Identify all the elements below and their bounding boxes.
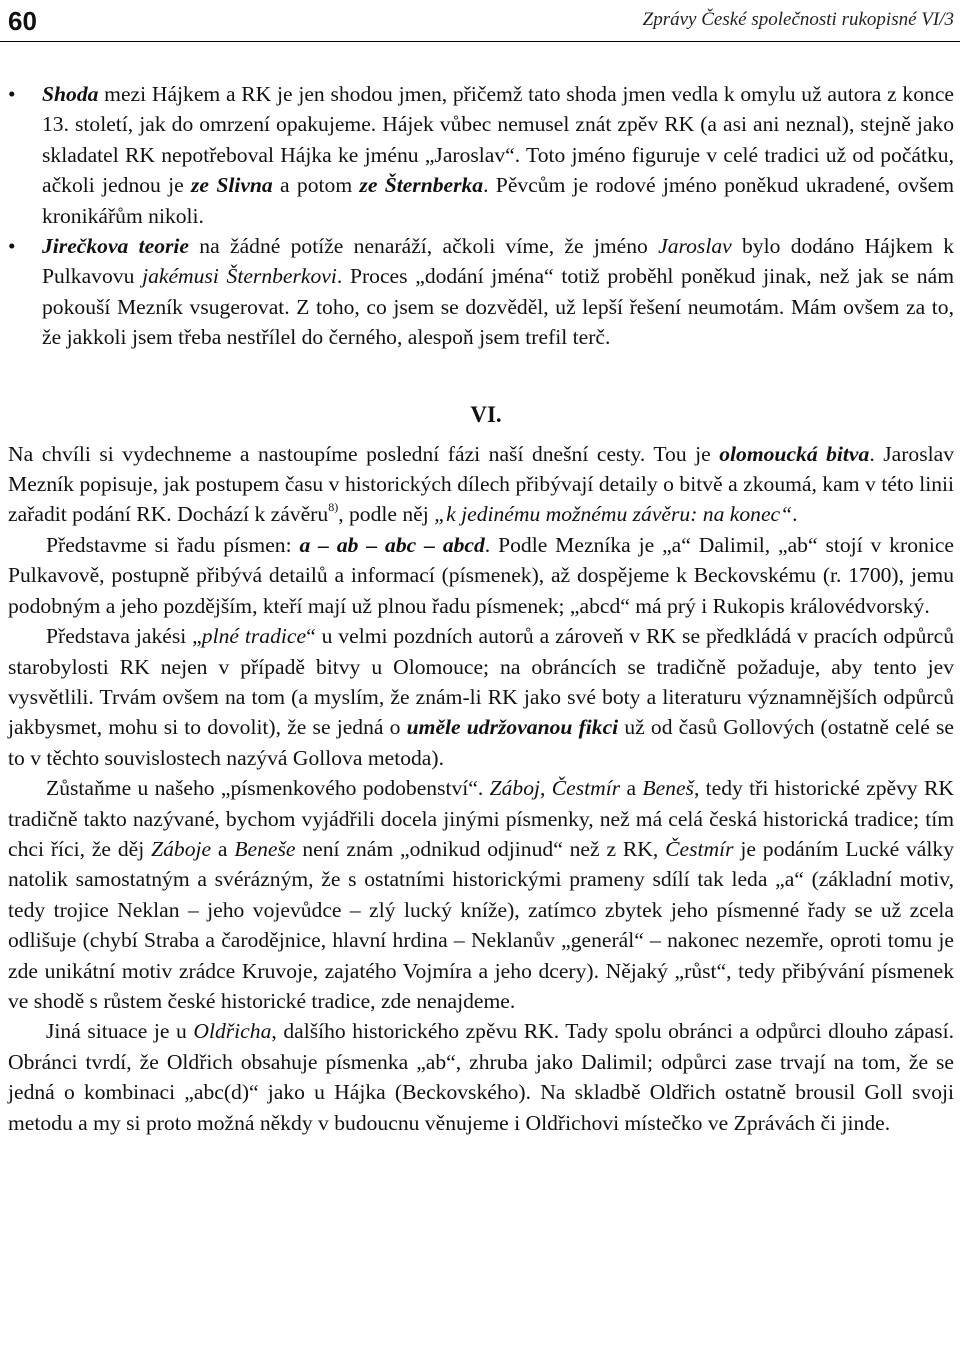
text-run: . Pěvcům je rodové jméno poněkud ukradené, ovšem kronikářům nikoli. [42,173,954,228]
text-run: , podle něj [338,502,435,527]
text-run: Na chvíli si vydechneme a nastoupíme poslední fázi naší dnešní cesty. Tou je [8,441,720,466]
text-run: Představme si řadu písmen: [46,532,300,557]
italic-term: plné tradice [201,624,307,649]
emphasis: ze Slivna [191,173,273,198]
list-item [8,79,954,231]
paragraph [8,530,954,621]
emphasis: uměle udržovanou fikci [406,715,619,740]
text-run: Představa jakési „ [46,624,202,649]
text-run: , dalšího historického zpěvu RK. Tady spolu obránci a odpůrci dlouho zápasí. Obránci tvrdí, že Oldřich obsahuje písmenka „ab“, zhruba jako Dalimil; odpůrci zase trvají na tom, že se jedná o kombinaci „abc(d)“ jako u Hájka (Beckovského). Na skladbě Oldřich ostatně brousil Goll svoji metodu a my si proto možná někdy v budoucnu věnujeme i Oldřichovi místečko ve Zprávách či jinde. [8,1019,954,1135]
body-text [8,79,954,1138]
emphasis: Jirečkova teorie [42,234,190,259]
paragraph [8,1016,954,1138]
italic-term: Čestmír [551,776,621,801]
text-run: a [211,836,235,861]
header-rule [0,41,960,42]
page-number: 60 [8,6,37,36]
text-run: Jiná situace je u [46,1019,194,1044]
italic-term: „k jedinému možnému závěru: na konec“ [434,502,793,527]
bullet-icon: • [8,82,16,106]
italic-term: Oldřicha [193,1019,272,1044]
italic-term: Jaroslav [658,234,732,259]
text-run: a [620,776,643,801]
text-run: , [540,776,552,801]
bullet-list [8,79,954,353]
emphasis: olomoucká bitva [719,441,870,466]
text-run: na žádné potíže nenaráží, ačkoli víme, že jméno [189,234,659,259]
text-run: . Proces „dodání jména“ totiž proběhl poněkud jinak, než jak se nám pokouší Mezník vsugerovat. Z toho, co jsem se dozvěděl, už lepší řešení neumotám. Mám ovšem za to, že jakkoli jsem třeba nestřílel do černého, alespoň jsem trefil terč. [42,264,954,350]
text-run: . Podle Mezníka je „a“ Dalimil, „ab“ stojí v kronice Pulkavově, postupně přibývá detailů a informací (písmenek), až dospějeme k Beckovskému (r. 1700), jemu podobným a jeho pozdějším, kteří mají už plnou řadu písmenek; „abcd“ má prý i Rukopis královédvorský. [8,532,954,618]
emphasis: a – ab – abc – abcd [299,532,485,557]
italic-term: jakémusi Šternberkovi [142,264,337,289]
italic-term: Beneše [234,836,296,861]
text-run: . [792,502,798,527]
bullet-icon: • [8,234,16,259]
text-run: mezi Hájkem a RK je jen shodou jmen, přičemž tato shoda jmen vedla k omylu už autora z konce 13. století, jak do omrzení opakujeme. Hájek vůbec nemusel znát zpěv RK (a asi ani neznal), stejně jako skladatel RK nepotřeboval Hájka ke jménu „Jaroslav“. Toto jméno figuruje v celé tradici už od počátku, ačkoli jednou je [42,82,954,198]
paragraph [8,439,954,530]
text-run: bylo dodáno Hájkem k Pulkavovu [42,234,954,289]
italic-term: Čestmír [665,836,734,861]
list-item [8,231,954,353]
text-run: je podáním Lucké války natolik samostatným a svérázným, že s ostatními historickými prameny sdílí tak leda „a“ (základní motiv, tedy trojice Neklan – jeho vojevůdce – zlý lucký kníže), zatímco zbytek jeho písmenné řady se už zcela odlišuje (chybí Straba a čarodějnice, hlavní hrdina – Neklanův „generál“ – nakonec nezemře, oproti tomu je zde unikátní motiv zrádce Kruvoje, zajatého Vojmíra a jeho dcery). Nějaký „růst“, tedy přibývání písmenek ve shodě s růstem české historické tradice, zde nenajdeme. [8,836,954,1013]
text-run: a potom [272,173,360,198]
text-run: Zůstaňme u našeho „písmenkového podobenství“. [46,776,490,801]
text-run: už od časů Gollových (ostatně celé se to v těchto souvislostech nazývá Gollova metoda). [8,715,954,770]
emphasis: ze Šternberka [359,173,484,198]
italic-term: Beneš [642,776,694,801]
section-heading: VI. [470,401,502,427]
footnote-ref: 8) [328,500,339,515]
paragraph [8,621,954,773]
running-title: Zprávy České společnosti rukopisné VI/3 [642,9,954,30]
paragraph [8,773,954,1016]
text-run: , tedy tři historické zpěvy RK tradičně takto nazývané, bychom vyjádřili docela jinými písmenky, než má celá česká historická tradice; tím chci říci, že děj [8,776,955,861]
text-run: . Jaroslav Mezník popisuje, jak postupem času v historických dílech přibývají detaily o bitvě a zkoumá, kam v této linii zařadit podání RK. Dochází k závěru [8,441,955,527]
page-header [0,0,960,44]
text-run: “ u velmi pozdních autorů a zároveň v RK se předkládá v pracích odpůrců starobylosti RK nejen v případě bitvy u Olomouce; na obráncích se tradičně požaduje, aby tento jev vysvětlili. Trvám ovšem na tom (a myslím, že znám-li RK jako své boty a literaturu významnějších odpůrců jakbysmet, mohu si to dovolit), že se jedná o [8,624,954,740]
italic-term: Záboje [151,836,212,861]
text-run: není znám „odnikud odjinud“ než z RK, [295,836,666,861]
italic-term: Záboj [489,776,541,801]
emphasis: Shoda [42,82,99,106]
